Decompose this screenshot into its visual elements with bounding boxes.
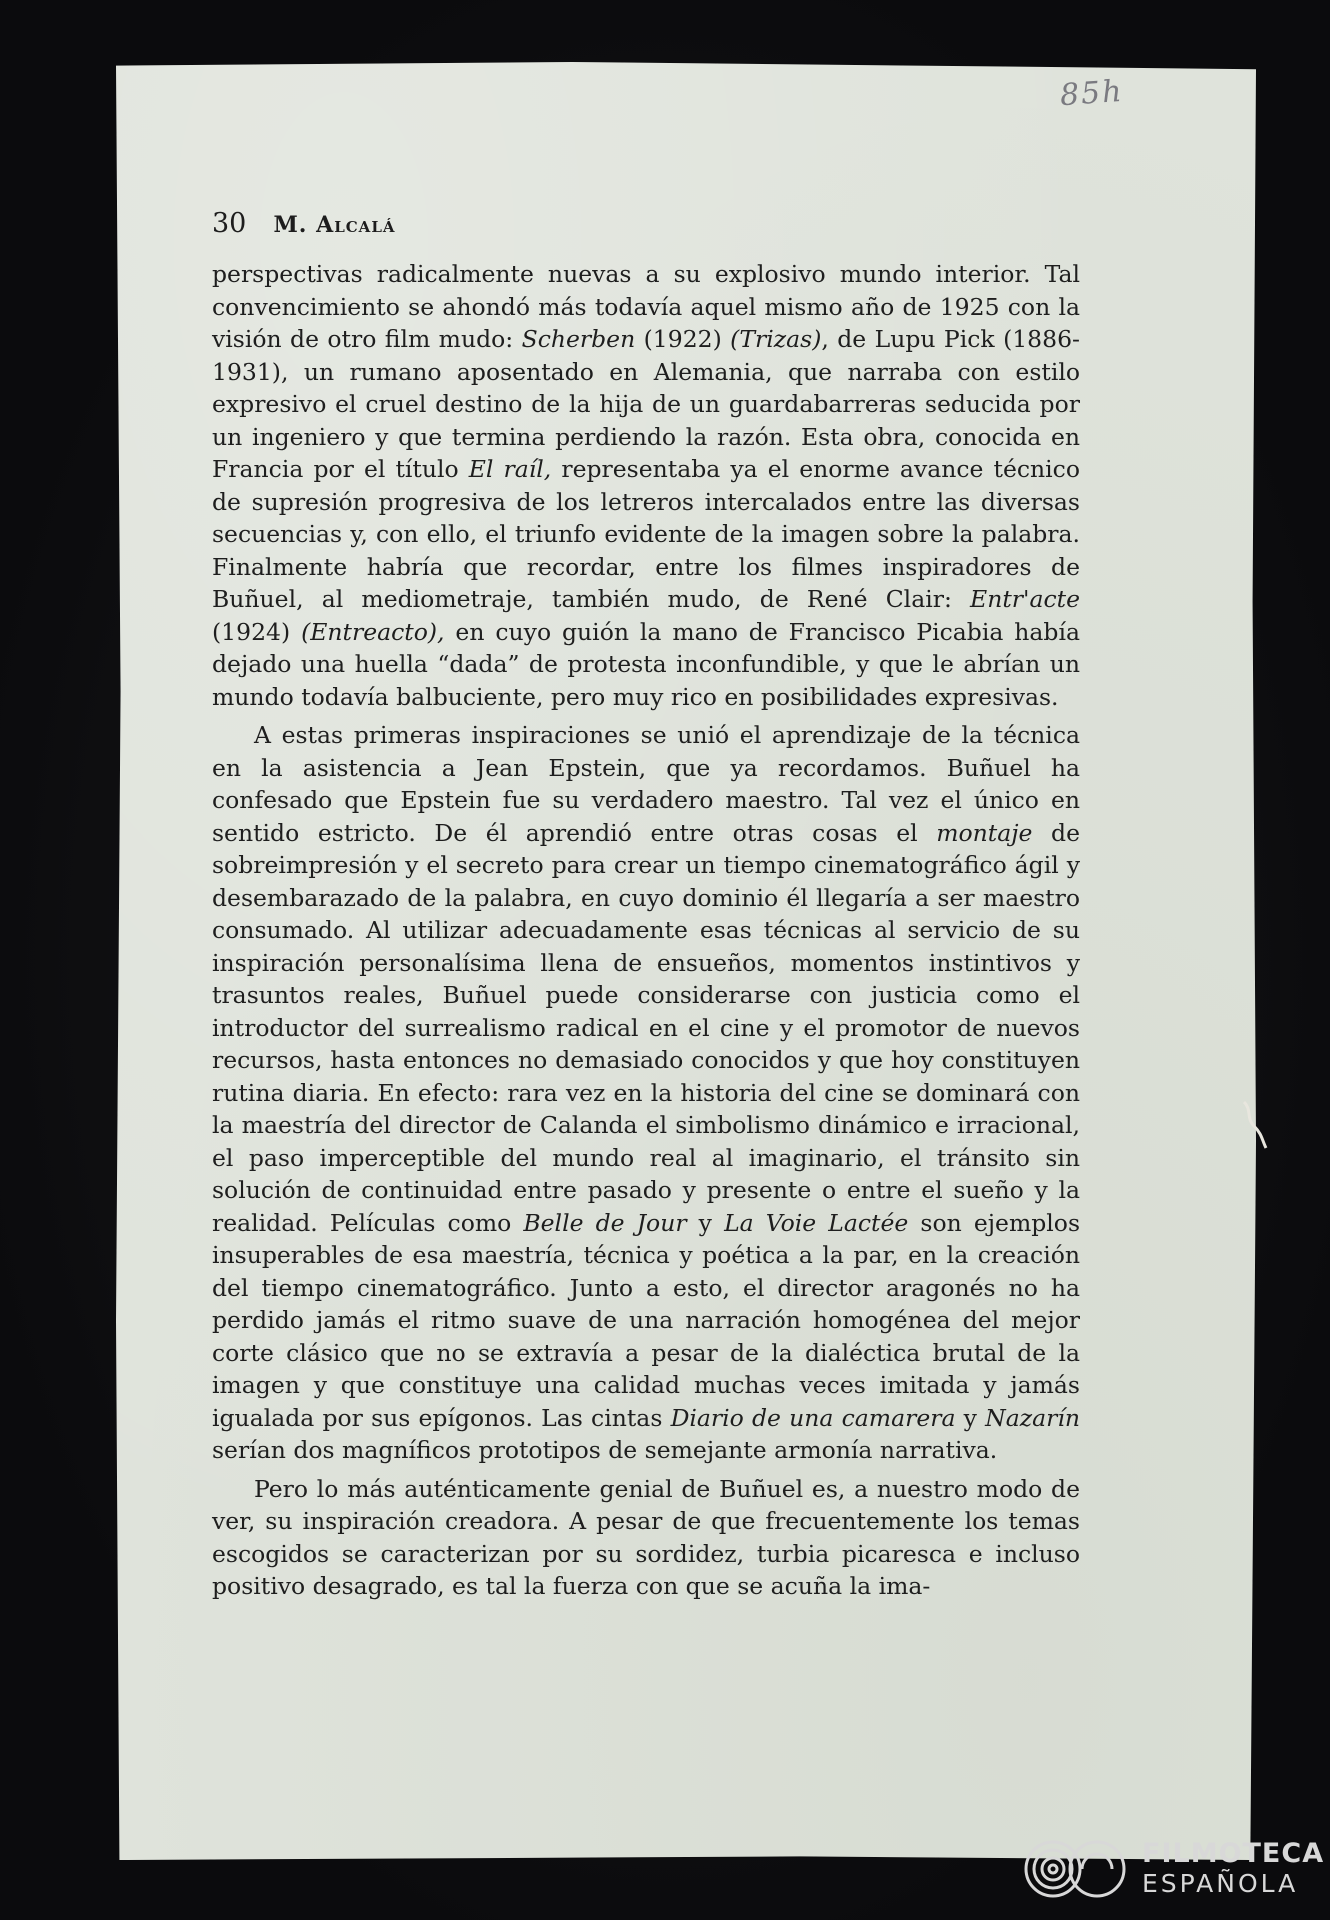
text-run: A estas primeras inspiraciones se unió el aprendizaje de la técnica en la asistencia a Jean Epstein, que ya recordamos. Buñuel ha confesado que Epstein fue su verdadero maestro. Tal vez el único en sentido estricto. De él aprendió entre otras cosas el bbox=[212, 721, 1080, 847]
text-run: son ejemplos insuperables de esa maestría, técnica y poética a la par, en la creación del tiempo cinematográfico. Junto a esto, el director aragonés no ha perdido jamás el ritmo suave de una narración homogénea del mejor corte clásico que no se extravía a pesar de la dialéctica brutal de la imagen y que constituye una calidad muchas veces imitada y jamás igualada por sus epígonos. Las cintas bbox=[212, 1208, 1081, 1432]
thread-fiber bbox=[1240, 1100, 1270, 1150]
logo-line-filmoteca: FILMOTECA bbox=[1142, 1838, 1325, 1869]
paragraph-1 bbox=[212, 258, 1080, 713]
text-run: Pero lo más auténticamente genial de Buñuel es, a nuestro modo de ver, su inspiración creadora. A pesar de que frecuentemente los temas escogidos se caracterizan por su sordidez, turbia picaresca e incluso positivo desagrado, es tal la fuerza con que se acuña la ima- bbox=[212, 1474, 1080, 1600]
text-run: y bbox=[686, 1208, 725, 1237]
italic-title-text: Entr'acte bbox=[970, 585, 1080, 613]
text-run: en cuyo guión la mano de Francisco Picabia había dejado una huella “dada” de protesta inconfundible, y que le abrían un mundo todavía balbuciente, pero muy rico en posibilidades expresivas. bbox=[212, 617, 1080, 711]
italic-title-text: La Voie Lactée bbox=[724, 1208, 909, 1237]
text-run: (1924) bbox=[212, 617, 302, 646]
text-run: representaba ya el enorme avance técnico de supresión progresiva de los letreros intercalados entre las diversas secuencias y, con ello, el triunfo evidente de la imagen sobre la palabra. Finalmente habría que recordar, entre los filmes inspiradores de Buñuel, al mediometraje, también mudo, de René Clair: bbox=[212, 455, 1080, 613]
text-run: y bbox=[955, 1403, 986, 1432]
italic-title-text: (Entreacto), bbox=[301, 617, 445, 646]
text-run: de sobreimpresión y el secreto para crear un tiempo cinematográfico ágil y desembarazado de la palabra, en cuyo dominio él llegaría a ser maestro consumado. Al utilizar adecuadamente esas técnicas al servicio de su inspiración personalísima llena de ensueños, momentos instintivos y trasuntos reales, Buñuel puede considerarse con justicia como el introductor del surrealismo radical en el cine y el promotor de nuevos recursos, hasta entonces no demasiado conocidos y que hoy constituyen rutina diaria. En efecto: rara vez en la historia del cine se dominará con la maestría del director de Calanda el simbolismo dinámico e irracional, el paso imperceptible del mundo real al imaginario, el tránsito sin solución de continuidad entre pasado y presente o entre el sueño y la realidad. Películas como bbox=[212, 818, 1081, 1237]
italic-title-text: montaje bbox=[936, 818, 1033, 847]
text-run: (1922) bbox=[635, 325, 731, 353]
spiral-logo-icon bbox=[1022, 1838, 1128, 1900]
filmoteca-logo bbox=[1022, 1838, 1324, 1900]
text-run: perspectivas radicalmente nuevas a su explosivo mundo interior. Tal convencimiento se ahondó más todavía aquel mismo año de 1925 con la visión de otro film mudo: bbox=[212, 260, 1080, 353]
italic-title-text: El raíl, bbox=[468, 455, 552, 483]
body-text bbox=[212, 258, 1080, 1603]
text-run: , de Lupu Pick (1886-1931), un rumano aposentado en Alemania, que narraba con estilo expresivo el cruel destino de la hija de un guardabarreras seducida por un ingeniero y que termina perdiendo la razón. Esta obra, conocida en Francia por el título bbox=[212, 325, 1080, 483]
paragraph-3 bbox=[212, 1473, 1080, 1603]
italic-title-text: Nazarín bbox=[985, 1403, 1080, 1432]
page-number: 30 bbox=[212, 208, 247, 239]
handwritten-archive-note: 85h bbox=[1058, 73, 1125, 114]
italic-title-text: (Trizas) bbox=[730, 325, 822, 353]
italic-title-text: Belle de Jour bbox=[523, 1208, 687, 1237]
page-header bbox=[212, 208, 396, 239]
logo-line-espanola: ESPAÑOLA bbox=[1142, 1869, 1299, 1898]
running-head-author: M. Alcalá bbox=[273, 212, 396, 238]
paragraph-2 bbox=[212, 719, 1080, 1467]
italic-title-text: Diario de una camarera bbox=[670, 1403, 956, 1432]
text-run: serían dos magníficos prototipos de semejante armonía narrativa. bbox=[212, 1436, 998, 1464]
logo-wordmark bbox=[1142, 1839, 1324, 1899]
italic-title-text: Scherben bbox=[521, 325, 636, 353]
